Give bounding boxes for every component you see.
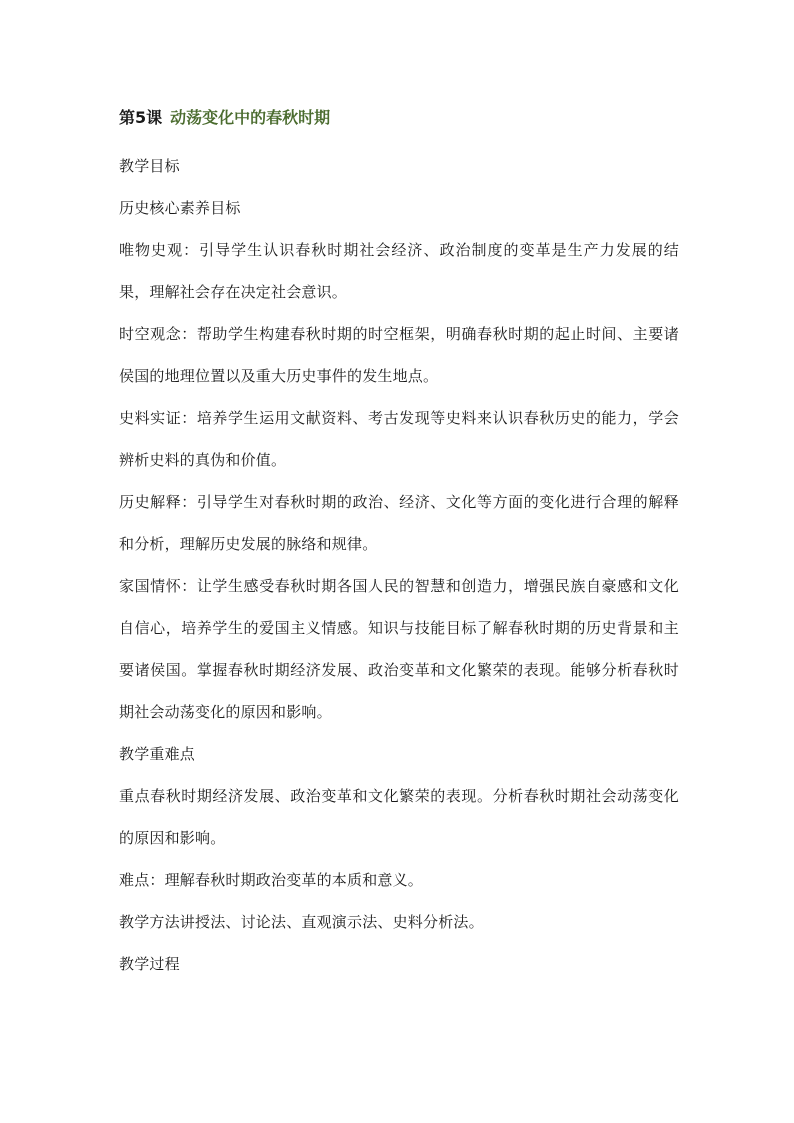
section-heading-process: 教学过程 [119, 955, 180, 973]
paragraph-patriotism: 家国情怀：让学生感受春秋时期各国人民的智慧和创造力，增强民族自豪感和文化自信心，培养学生的爱国主义情感。知识与技能目标了解春秋时期的历史背景和主要诸侯国。掌握春秋时期经济发展、政治变革和文化繁荣的表现。能够分析春秋时期社会动荡变化的原因和影响。 [119, 577, 679, 721]
lesson-heading: 动荡变化中的春秋时期 [170, 108, 331, 127]
paragraph-space-time: 时空观念：帮助学生构建春秋时期的时空框架，明确春秋时期的起止时间、主要诸侯国的地理位置以及重大历史事件的发生地点。 [119, 325, 679, 385]
paragraph-methods: 教学方法讲授法、讨论法、直观演示法、史料分析法。 [119, 913, 484, 931]
lesson-number: 第5课 [119, 108, 163, 127]
lesson-title [119, 103, 679, 133]
document-page [119, 103, 679, 985]
section-heading-key-points: 教学重难点 [119, 745, 196, 763]
paragraph-evidence: 史料实证：培养学生运用文献资料、考古发现等史料来认识春秋历史的能力，学会辨析史料的真伪和价值。 [119, 409, 679, 469]
paragraph-materialism: 唯物史观：引导学生认识春秋时期社会经济、政治制度的变革是生产力发展的结果，理解社会存在决定社会意识。 [119, 241, 679, 301]
paragraph-interpretation: 历史解释：引导学生对春秋时期的政治、经济、文化等方面的变化进行合理的解释和分析，理解历史发展的脉络和规律。 [119, 493, 679, 553]
paragraph-difficulties: 难点：理解春秋时期政治变革的本质和意义。 [119, 871, 424, 889]
section-heading-objectives: 教学目标 [119, 157, 180, 175]
paragraph-key-points: 重点春秋时期经济发展、政治变革和文化繁荣的表现。分析春秋时期社会动荡变化的原因和影响。 [119, 787, 679, 847]
subheading-core-literacy: 历史核心素养目标 [119, 199, 241, 217]
